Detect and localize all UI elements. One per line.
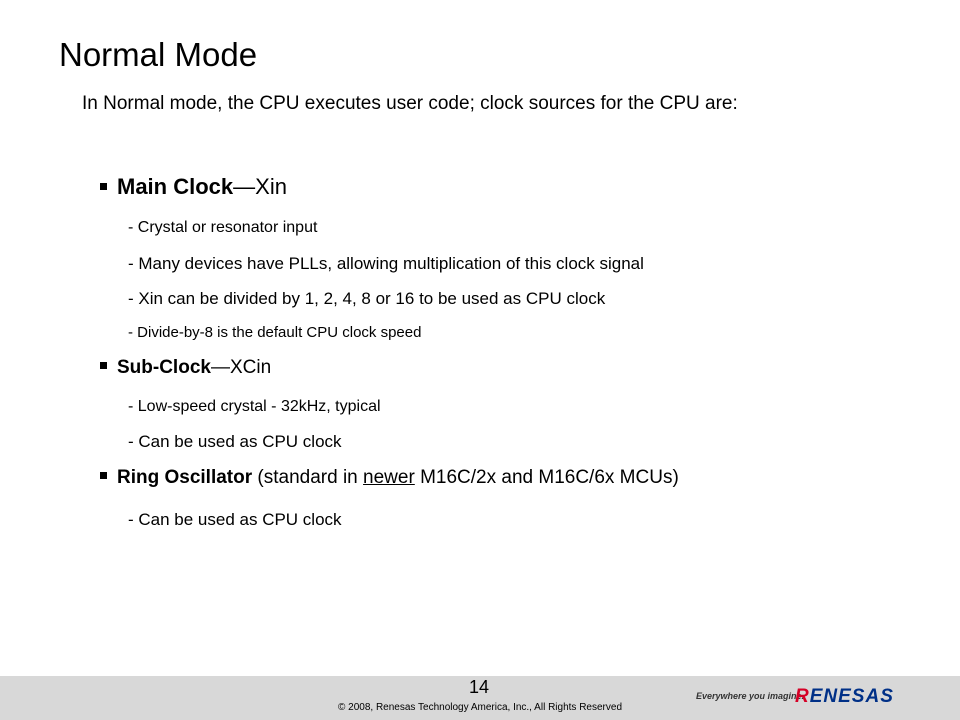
square-bullet-icon [100,362,107,369]
bullet-heading: Main Clock [117,174,234,199]
square-bullet-icon [100,472,107,479]
bullet-main-clock [100,174,287,200]
bullet-heading: Ring Oscillator [117,467,253,488]
sub-item: - Divide-by-8 is the default CPU clock speed [128,324,422,341]
slide-title: Normal Mode [59,36,258,73]
bullet-ring-oscillator [100,467,679,489]
sub-item: - Can be used as CPU clock [128,510,342,529]
bullet-detail: —XCin [210,357,272,378]
logo-letter: R [795,686,810,707]
sub-item: - Many devices have PLLs, allowing multiplication of this clock signal [128,254,644,273]
bullet-detail: —Xin [233,174,287,199]
renesas-logo [795,686,894,708]
copyright-text: © 2008, Renesas Technology America, Inc., All Rights Reserved [338,702,622,713]
logo-rest: ENESAS [809,686,894,707]
bullet-detail-before: (standard in [252,467,364,488]
square-bullet-icon [100,183,107,190]
bullet-heading: Sub-Clock [117,357,211,378]
page-number: 14 [468,677,490,697]
tagline-text: Everywhere you imagine. [696,691,805,701]
bullet-detail-after: M16C/2x and M16C/6x MCUs) [414,467,679,488]
bullet-detail-underlined: newer [363,467,415,488]
intro-text: In Normal mode, the CPU executes user code; clock sources for the CPU are: [82,93,738,114]
sub-item: - Crystal or resonator input [128,219,318,236]
bullet-sub-clock [100,357,271,379]
sub-item: - Can be used as CPU clock [128,432,342,451]
sub-item: - Xin can be divided by 1, 2, 4, 8 or 16 to be used as CPU clock [128,289,606,308]
sub-item: - Low-speed crystal - 32kHz, typical [128,398,381,415]
